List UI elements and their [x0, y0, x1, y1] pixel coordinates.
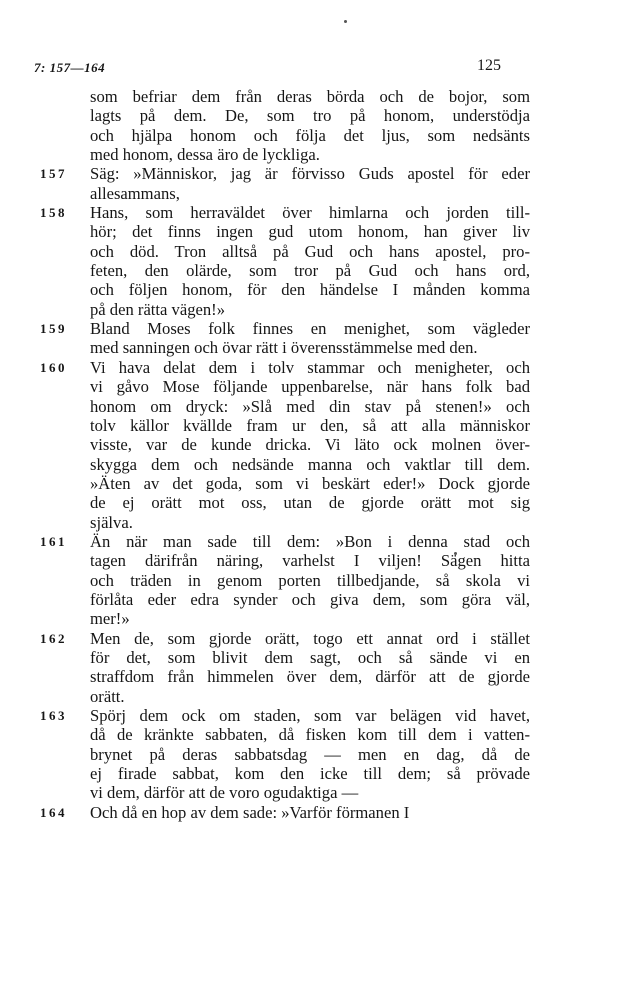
- text-line: och träden in genom porten tillbedjande, så skola vi: [90, 570, 530, 590]
- text-line: ej firade sabbat, kom den icke till dem; så prövade: [90, 764, 530, 784]
- verse-number: 164: [40, 804, 67, 820]
- verse-158: [40, 203, 530, 319]
- text-line: brynet på deras sabbatsdag — men en dag, då de: [90, 744, 530, 764]
- text-line: hör; det finns ingen gud utom honom, han giver liv: [90, 222, 530, 242]
- text-line: tagen därifrån näring, varhelst I viljen! Sägen hitta: [90, 551, 530, 571]
- text-line: med honom, dessa äro de lyckliga.: [90, 145, 320, 165]
- text-line: på den rätta vägen!»: [90, 299, 225, 319]
- text-line: visste, var de kunde dricka. Vi läto ock molnen över-: [90, 435, 530, 455]
- text-line: Men de, som gjorde orätt, togo ett annat ord i stället: [90, 628, 530, 648]
- verse-159: [40, 319, 530, 358]
- text-line: allesammans,: [90, 183, 180, 203]
- verse-continuation: [40, 87, 530, 164]
- text-line: orätt.: [90, 686, 125, 706]
- verse-157: [40, 164, 530, 203]
- verse-160: [40, 358, 530, 532]
- text-line: vi dem, därför att de voro ogudaktiga —: [90, 783, 359, 803]
- text-line: tolv källor kvällde fram ur den, så att alla människor: [90, 415, 530, 435]
- text-line: som befriar dem från deras börda och de bojor, som: [90, 87, 530, 106]
- verse-161: [40, 532, 530, 629]
- print-speck: [344, 20, 347, 23]
- text-line: och död. Tron alltså på Gud och hans apostel, pro-: [90, 241, 530, 261]
- text-line: och följen honom, för den händelse I månden komma: [90, 280, 530, 300]
- text-line: och hjälpa honom och följa det ljus, som nedsänts: [90, 125, 530, 145]
- text-line: Och då en hop av dem sade: »Varför förmanen I: [90, 802, 410, 822]
- verse-number: 157: [40, 166, 67, 182]
- verse-number: 159: [40, 321, 67, 337]
- text-line: Hans, som herraväldet över himlarna och jorden till-: [90, 203, 530, 223]
- verse-number: 161: [40, 533, 67, 549]
- verse-number: 158: [40, 205, 67, 221]
- text-line: med sanningen och övar rätt i överensstämmelse med den.: [90, 338, 478, 358]
- text-line: Än när man sade till dem: »Bon i denna stad och: [90, 531, 530, 551]
- verse-number: 162: [40, 630, 67, 646]
- page-number: 125: [477, 57, 501, 74]
- verse-number: 163: [40, 708, 67, 723]
- text-line: de ej orätt mot oss, utan de gjorde orätt mot sig: [90, 493, 530, 513]
- text-line: straffdom från himmelen över dem, därför att de gjorde: [90, 667, 530, 687]
- text-line: feten, den olärde, som tror på Gud och hans ord,: [90, 261, 530, 281]
- text-line: Bland Moses folk finnes en menighet, som vägleder: [90, 319, 530, 339]
- verse-164: [40, 803, 530, 822]
- text-line: »Äten av det goda, som vi beskärt eder!» Dock gjorde: [90, 473, 530, 493]
- verse-number: 160: [40, 359, 67, 375]
- text-line: då de kränkte sabbaten, då fisken kom till dem i vatten-: [90, 725, 530, 745]
- text-line: Vi hava delat dem i tolv stammar och menigheter, och: [90, 357, 530, 377]
- verse-162: [40, 629, 530, 706]
- text-line: själva.: [90, 512, 133, 532]
- text-line: förlåta eder edra synder och giva dem, som göra väl,: [90, 589, 530, 609]
- text-line: vi gåvo Mose följande uppenbarelse, när hans folk bad: [90, 377, 530, 397]
- text-line: skygga dem och nedsände manna och vaktlar till dem.: [90, 454, 530, 474]
- text-line: honom om dryck: »Slå med din stav på stenen!» och: [90, 396, 530, 416]
- text-line: Säg: »Människor, jag är förvisso Guds apostel för eder: [90, 164, 530, 184]
- verse-text-block: [40, 87, 530, 822]
- text-line: mer!»: [90, 609, 130, 629]
- text-line: lagts på dem. De, som tro på honom, understödja: [90, 106, 530, 126]
- verse-163: [40, 706, 530, 803]
- text-line: för det, som blivit dem sagt, och så sände vi en: [90, 647, 530, 667]
- running-head-verse-range: 7: 157—164: [34, 60, 106, 75]
- text-line: Spörj dem ock om staden, som var belägen vid havet,: [90, 706, 530, 725]
